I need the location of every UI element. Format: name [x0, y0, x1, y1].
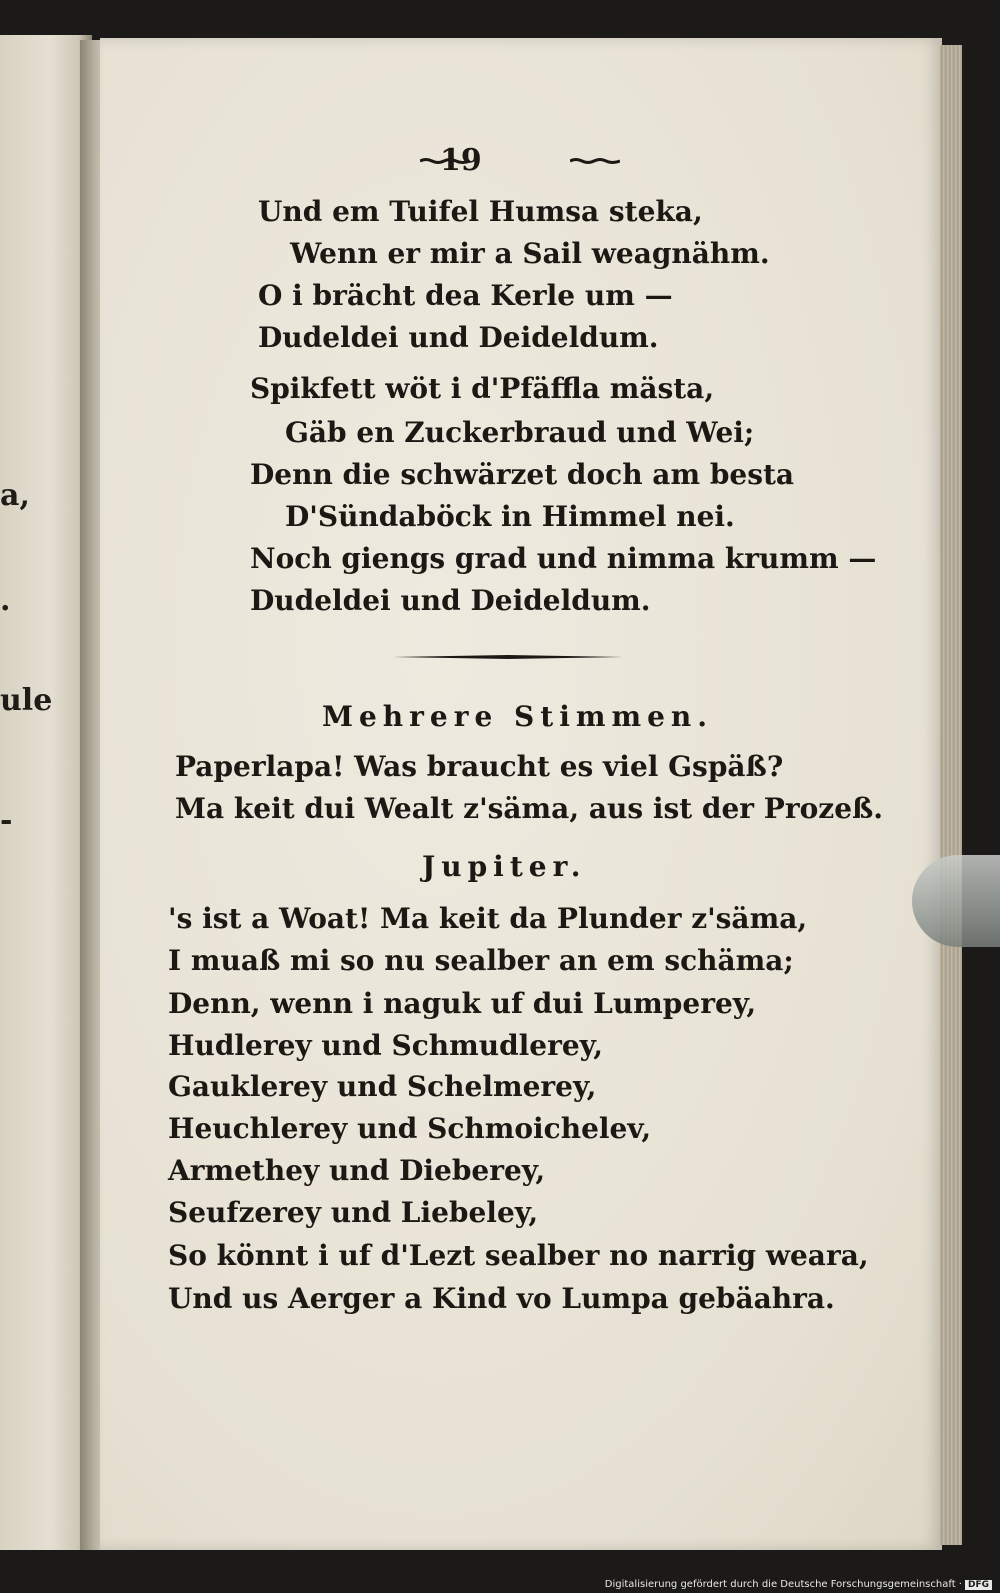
verse-line: So könnt i uf d'Lezt sealber no narrig weara, — [168, 1239, 869, 1272]
page-clip — [912, 855, 1000, 947]
verse-line: Dudeldei und Deideldum. — [250, 584, 651, 617]
verse-line: Ma keit dui Wealt z'säma, aus ist der Prozeß. — [175, 792, 884, 825]
verse-line: Denn die schwärzet doch am besta — [250, 458, 795, 491]
verse-line: Hudlerey und Schmudlerey, — [168, 1029, 604, 1062]
verse-line: D'Sündaböck in Himmel nei. — [285, 500, 735, 533]
section-divider — [393, 654, 623, 660]
verse-line: O i brächt dea Kerle um — — [258, 279, 673, 312]
left-page-fragment: ule — [0, 683, 53, 718]
verse-line: Spikfett wöt i d'Pfäffla mästa, — [250, 372, 715, 405]
page-number: 19 — [440, 143, 482, 178]
verse-line: Noch giengs grad und nimma krumm — — [250, 542, 877, 575]
credit-text: Digitalisierung gefördert durch die Deutsche Forschungsgemeinschaft · — [604, 1579, 962, 1590]
verse-line: Dudeldei und Deideldum. — [258, 321, 659, 354]
verse-line: Gauklerey und Schelmerey, — [168, 1070, 597, 1103]
verse-line: Armethey und Dieberey, — [168, 1154, 546, 1187]
header-ornament-right — [570, 158, 620, 164]
verse-line: Gäb en Zuckerbraud und Wei; — [285, 416, 755, 449]
page-edge — [940, 45, 962, 1545]
left-page-fragment: . — [0, 583, 11, 618]
verse-line: Paperlapa! Was braucht es viel Gspäß? — [175, 750, 784, 783]
verse-line: Und us Aerger a Kind vo Lumpa gebäahra. — [168, 1282, 835, 1315]
left-page-fragment: a, — [0, 478, 30, 513]
dfg-logo: DFG — [965, 1580, 992, 1590]
verse-line: I muaß mi so nu sealber an em schäma; — [168, 944, 794, 977]
left-page-fragment: - — [0, 803, 13, 838]
left-page — [0, 35, 92, 1550]
verse-line: 's ist a Woat! Ma keit da Plunder z'säma, — [168, 902, 808, 935]
verse-line: Seufzerey und Liebeley, — [168, 1196, 539, 1229]
speaker-heading: Mehrere Stimmen. — [322, 700, 714, 733]
verse-line: Wenn er mir a Sail weagnähm. — [290, 237, 770, 270]
digitization-credit — [605, 1579, 992, 1590]
verse-line: Und em Tuifel Humsa steka, — [258, 195, 703, 228]
verse-line: Denn, wenn i naguk uf dui Lumperey, — [168, 987, 757, 1020]
verse-line: Heuchlerey und Schmoichelev, — [168, 1112, 652, 1145]
speaker-heading: Jupiter. — [422, 850, 587, 883]
